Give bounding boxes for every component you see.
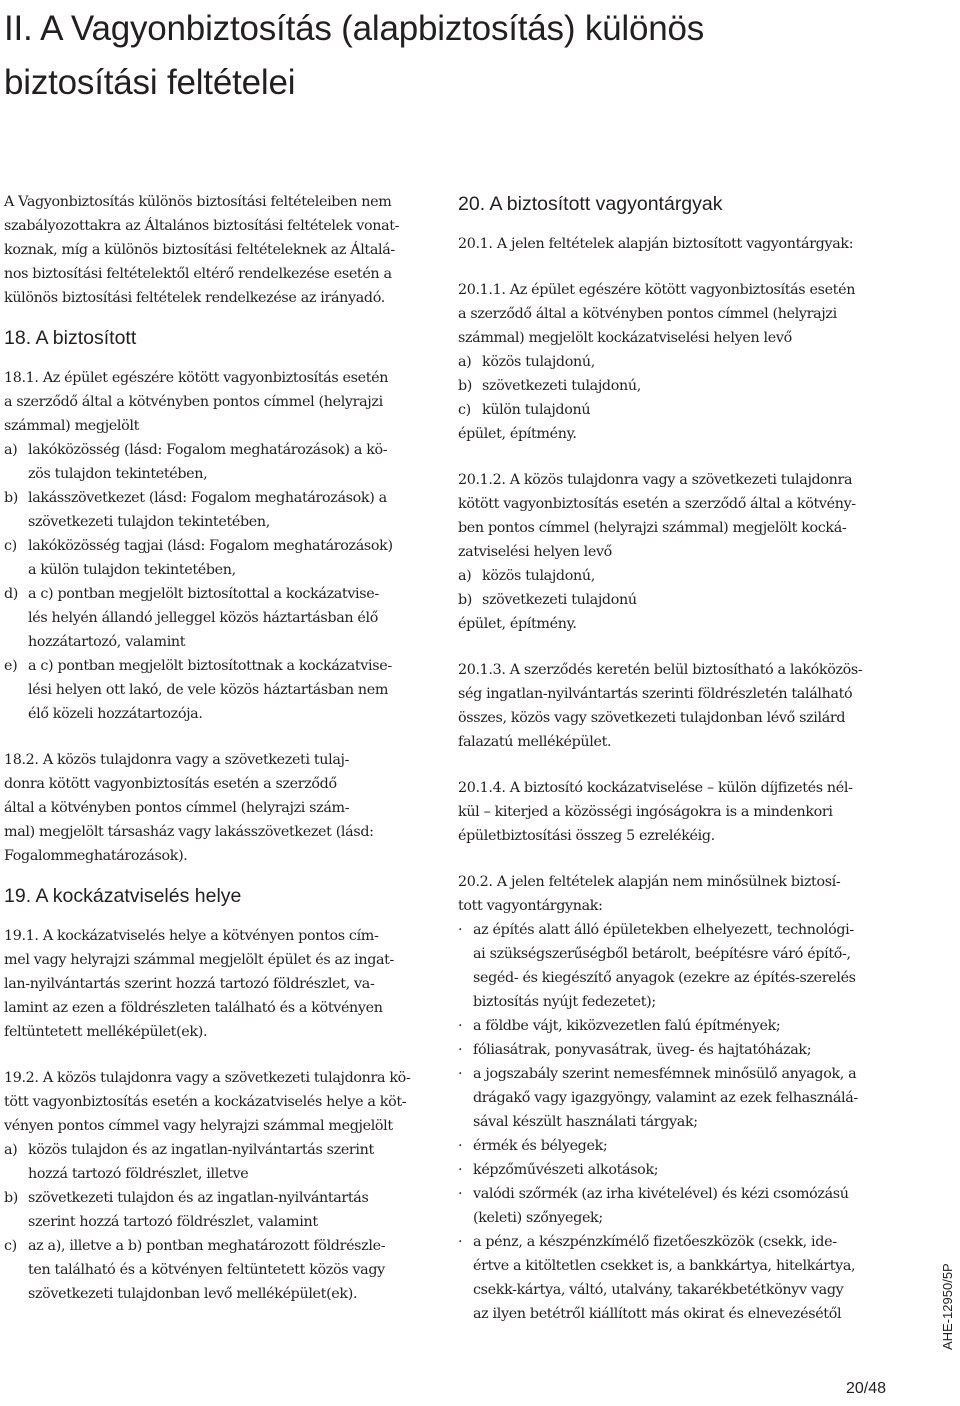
text-line: nos biztosítási feltételektől eltérő rendelkezése esetén a: [4, 266, 392, 282]
list-item-line: ai szükségszerűségből betárolt, beépítésre váró építő-,: [473, 946, 851, 962]
paragraph-20-1-1: [458, 278, 890, 350]
list-item: [4, 1186, 424, 1234]
list-marker: a): [4, 1142, 18, 1158]
text-line: tött vagyonbiztosítás esetén a kockázatviselés helye a köt-: [4, 1094, 407, 1110]
list-marker: b): [458, 592, 473, 608]
list-item: [4, 654, 424, 726]
section-heading-19: 19. A kockázatviselés helye: [4, 885, 242, 907]
text-line: koznak, míg a különös biztosítási feltételeknek az Általá-: [4, 242, 395, 258]
list-marker: b): [458, 378, 473, 394]
list-item-line: hozzátartozó, valamint: [28, 634, 186, 650]
text-line: mel vagy helyrajzi számmal megjelölt épület és az ingat-: [4, 952, 395, 968]
text-line: 19.2. A közös tulajdonra vagy a szövetkezeti tulajdonra kö-: [4, 1070, 411, 1086]
title-line: biztosítási feltételei: [4, 63, 296, 102]
document-code: AHE-12950/5P: [940, 1263, 955, 1350]
intro-paragraph: [4, 190, 424, 310]
page-title: [4, 2, 934, 110]
list-item: [458, 398, 890, 422]
list-item-line: a jogszabály szerint nemesfémnek minősülő anyagok, a: [473, 1066, 857, 1082]
bullet-marker: ·: [458, 1066, 463, 1082]
list-item-line: élő közeli hozzátartozója.: [28, 706, 203, 722]
list-marker: b): [4, 1190, 19, 1206]
list-20-2: [458, 918, 890, 1326]
text-line: összes, közös vagy szövetkezeti tulajdonban lévő szilárd: [458, 710, 846, 726]
text-line: 20.1.1. Az épület egészére kötött vagyonbiztosítás esetén: [458, 282, 856, 298]
list-item-line: drágakő vagy igazgyöngy, valamint az ezek felhasználá-: [473, 1090, 858, 1106]
paragraph-20-1-1-end: épület, építmény.: [458, 426, 577, 442]
text-line: 19.1. A kockázatviselés helye a kötvényen pontos cím-: [4, 928, 379, 944]
list-item: [4, 534, 424, 582]
list-item: [4, 1234, 424, 1306]
text-line: a szerződő által a kötvényben pontos címmel (helyrajzi: [4, 394, 383, 410]
paragraph-18-2: [4, 748, 424, 868]
text-line: vényen pontos címmel vagy helyrajzi számmal megjelölt: [4, 1118, 393, 1134]
list-item-line: lakóközösség (lásd: Fogalom meghatározások) a kö-: [28, 442, 388, 458]
text-line: lamint az ezen a földrészleten található és a kötvényen: [4, 1000, 383, 1016]
list-item-line: az építés alatt álló épületekben elhelyezett, technológi-: [473, 922, 854, 938]
list-item-line: közös tulajdonú,: [482, 354, 595, 370]
text-line: zatviselési helyen levő: [458, 544, 612, 560]
list-18-1: [4, 438, 424, 726]
text-line: 20.1.2. A közös tulajdonra vagy a szövetkezeti tulajdonra: [458, 472, 853, 488]
text-line: 20.1. A jelen feltételek alapján biztosított vagyontárgyak:: [458, 236, 854, 252]
text-line: 18.1. Az épület egészére kötött vagyonbiztosítás esetén: [4, 370, 389, 386]
text-line: A Vagyonbiztosítás különös biztosítási feltételeiben nem: [4, 194, 392, 210]
title-line: II. A Vagyonbiztosítás (alapbiztosítás) különös: [4, 9, 705, 48]
text-line: feltüntetett melléképület(ek).: [4, 1024, 208, 1040]
text-line: lan-nyilvántartás szerint hozzá tartozó földrészlet, va-: [4, 976, 375, 992]
list-item-line: értve a kitöltetlen csekket is, a bankkártya, hitelkártya,: [473, 1258, 856, 1274]
list-item-line: a c) pontban megjelölt biztosítottal a kockázatvise-: [28, 586, 379, 602]
paragraph-20-1-2-end: épület, építmény.: [458, 616, 577, 632]
list-item-line: szerint hozzá tartozó földrészlet, valamint: [28, 1214, 318, 1230]
text-line: ben pontos címmel (helyrajzi számmal) megjelölt kocká-: [458, 520, 847, 536]
list-19-2: [4, 1138, 424, 1306]
text-line: kötött vagyonbiztosítás esetén a szerződő által a kötvény-: [458, 496, 856, 512]
list-item: [458, 1038, 890, 1062]
paragraph-20-1: [458, 232, 890, 256]
section-heading-20: 20. A biztosított vagyontárgyak: [458, 193, 723, 215]
bullet-marker: ·: [458, 1234, 463, 1250]
list-item: [4, 486, 424, 534]
list-item-line: lakóközösség tagjai (lásd: Fogalom meghatározások): [28, 538, 393, 554]
list-item-line: az ilyen betétről kiállított más okirat és elnevezésétől: [473, 1306, 842, 1322]
list-item-line: az a), illetve a b) pontban meghatározott földrészle-: [28, 1238, 386, 1254]
list-marker: a): [4, 442, 18, 458]
list-item-line: hozzá tartozó földrészlet, illetve: [28, 1166, 249, 1182]
list-item: [458, 1230, 890, 1326]
list-marker: c): [458, 402, 471, 418]
list-marker: b): [4, 490, 19, 506]
text-line: 20.2. A jelen feltételek alapján nem minősülnek biztosí-: [458, 874, 841, 890]
text-line: különös biztosítási feltételek rendelkezése az irányadó.: [4, 290, 385, 306]
text-line: mal) megjelölt társasház vagy lakásszövetkezet (lásd:: [4, 824, 374, 840]
list-item: [458, 1158, 890, 1182]
list-item-line: szövetkezeti tulajdonú: [482, 592, 637, 608]
paragraph-19-1: [4, 924, 424, 1044]
list-item-line: lési helyen ott lakó, de vele közös háztartásban nem: [28, 682, 389, 698]
list-item-line: fóliasátrak, ponyvasátrak, üveg- és hajtatóházak;: [473, 1042, 812, 1058]
list-item: [4, 582, 424, 654]
list-item-line: közös tulajdon és az ingatlan-nyilvántartás szerint: [28, 1142, 374, 1158]
list-item-line: (keleti) szőnyegek;: [473, 1210, 603, 1226]
list-item-line: biztosítás nyújt fedezetet);: [473, 994, 656, 1010]
list-item-line: közös tulajdonú,: [482, 568, 595, 584]
list-item: [458, 1062, 890, 1134]
list-item-line: sával készült használati tárgyak;: [473, 1114, 698, 1130]
list-marker: e): [4, 658, 18, 674]
list-marker: c): [4, 538, 17, 554]
list-item-line: külön tulajdonú: [482, 402, 591, 418]
text-line: donra kötött vagyonbiztosítás esetén a szerződő: [4, 776, 337, 792]
list-item: [458, 918, 890, 1014]
list-item-line: csekk-kártya, váltó, utalvány, takarékbetétkönyv vagy: [473, 1282, 844, 1298]
bullet-marker: ·: [458, 1042, 463, 1058]
list-item-line: érmék és bélyegek;: [473, 1138, 608, 1154]
list-item-line: a c) pontban megjelölt biztosítottnak a kockázatvise-: [28, 658, 392, 674]
text-line: falazatú melléképület.: [458, 734, 612, 750]
left-column: [4, 190, 424, 1306]
list-item-line: a pénz, a készpénzkímélő fizetőeszközök (csekk, ide-: [473, 1234, 837, 1250]
bullet-marker: ·: [458, 922, 463, 938]
bullet-marker: ·: [458, 1138, 463, 1154]
text-line: épületbiztosítási összeg 5 ezrelékéig.: [458, 828, 715, 844]
text-line: Fogalommeghatározások).: [4, 848, 188, 864]
text-line: 20.1.3. A szerződés keretén belül biztosítható a lakóközös-: [458, 662, 863, 678]
text-line: szabályozottakra az Általános biztosítási feltételek vonat-: [4, 218, 400, 234]
list-item: [4, 1138, 424, 1186]
list-marker: d): [4, 586, 19, 602]
list-item: [458, 564, 890, 588]
bullet-marker: ·: [458, 1018, 463, 1034]
list-item: [458, 1134, 890, 1158]
page-number: 20/48: [846, 1380, 887, 1397]
list-marker: a): [458, 354, 472, 370]
list-item-line: szövetkezeti tulajdon tekintetében,: [28, 514, 270, 530]
list-item: [458, 1014, 890, 1038]
paragraph-20-1-2: [458, 468, 890, 564]
list-item-line: a földbe vájt, kiközvezetlen falú építmények;: [473, 1018, 781, 1034]
paragraph-19-2: [4, 1066, 424, 1138]
list-item: [4, 438, 424, 486]
list-item-line: szövetkezeti tulajdonú,: [482, 378, 641, 394]
list-item: [458, 1182, 890, 1230]
section-heading-18: 18. A biztosított: [4, 327, 137, 349]
list-item-line: lés helyén állandó jelleggel közös háztartásban élő: [28, 610, 379, 626]
paragraph-18-1: [4, 366, 424, 438]
bullet-marker: ·: [458, 1186, 463, 1202]
list-item-line: lakásszövetkezet (lásd: Fogalom meghatározások) a: [28, 490, 387, 506]
bullet-marker: ·: [458, 1162, 463, 1178]
text-line: ség ingatlan-nyilvántartás szerinti földrészletén található: [458, 686, 853, 702]
text-line: számmal) megjelölt: [4, 418, 139, 434]
list-20-1-1: [458, 350, 890, 422]
list-marker: c): [4, 1238, 17, 1254]
paragraph-20-1-3: [458, 658, 890, 754]
list-item: [458, 588, 890, 612]
list-marker: a): [458, 568, 472, 584]
list-item-line: szövetkezeti tulajdon és az ingatlan-nyilvántartás: [28, 1190, 369, 1206]
list-item-line: szövetkezeti tulajdonban levő melléképület(ek).: [28, 1286, 358, 1302]
list-20-1-2: [458, 564, 890, 612]
list-item: [458, 374, 890, 398]
right-column: [458, 190, 890, 1326]
text-line: által a kötvényben pontos címmel (helyrajzi szám-: [4, 800, 350, 816]
list-item: [458, 350, 890, 374]
text-line: 18.2. A közös tulajdonra vagy a szövetkezeti tulaj-: [4, 752, 350, 768]
text-line: 20.1.4. A biztosító kockázatviselése – külön díjfizetés nél-: [458, 780, 853, 796]
list-item-line: képzőművészeti alkotások;: [473, 1162, 659, 1178]
text-line: számmal) megjelölt kockázatviselési helyen levő: [458, 330, 792, 346]
text-line: a szerződő által a kötvényben pontos címmel (helyrajzi: [458, 306, 837, 322]
list-item-line: a külön tulajdon tekintetében,: [28, 562, 236, 578]
list-item-line: segéd- és kiegészítő anyagok (ezekre az építés-szerelés: [473, 970, 856, 986]
list-item-line: zös tulajdon tekintetében,: [28, 466, 208, 482]
paragraph-20-2: [458, 870, 890, 918]
paragraph-20-1-4: [458, 776, 890, 848]
text-line: kül – kiterjed a közösségi ingóságokra is a mindenkori: [458, 804, 833, 820]
text-line: tott vagyontárgynak:: [458, 898, 603, 914]
list-item-line: ten található és a kötvényen feltüntetett közös vagy: [28, 1262, 385, 1278]
list-item-line: valódi szőrmék (az irha kivételével) és kézi csomózású: [473, 1186, 849, 1202]
